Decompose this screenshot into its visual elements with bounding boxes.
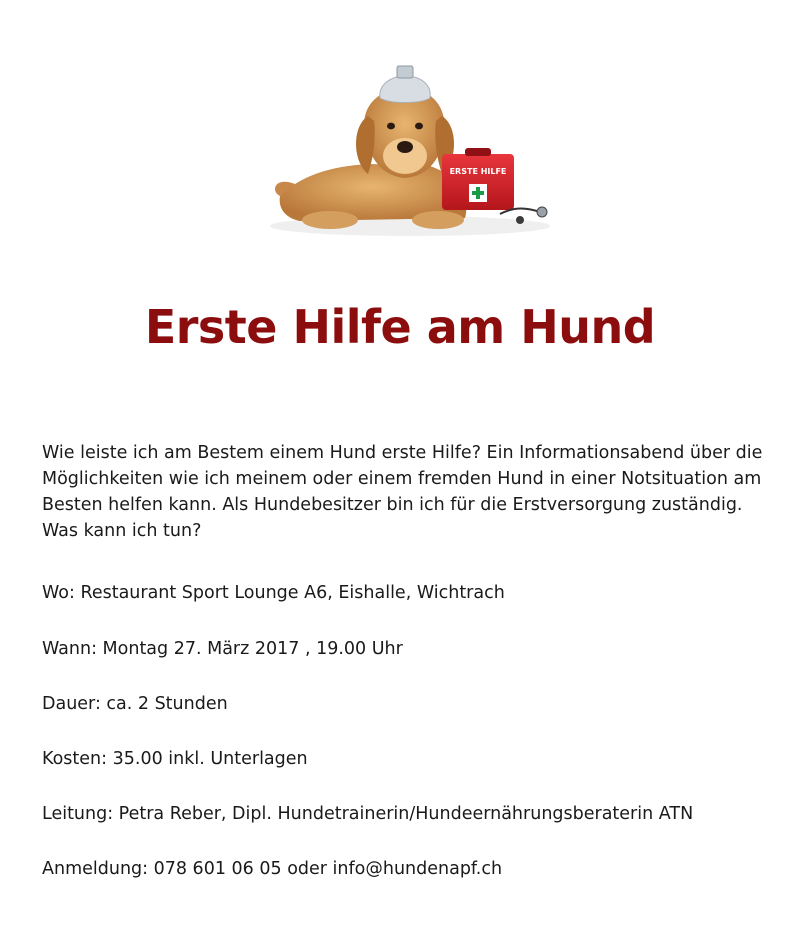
detail-instructor: Leitung: Petra Reber, Dipl. Hundetrainerin/Hundeernährungsberaterin ATN [42,804,694,824]
detail-duration: Dauer: ca. 2 Stunden [42,694,228,714]
dog-illustration [260,26,558,236]
detail-cost: Kosten: 35.00 inkl. Unterlagen [42,749,308,769]
detail-location: Wo: Restaurant Sport Lounge A6, Eishalle, Wichtrach [42,583,505,603]
page-title: Erste Hilfe am Hund [144,300,656,354]
detail-registration: Anmeldung: 078 601 06 05 oder info@hundenapf.ch [42,859,503,879]
intro-paragraph: Wie leiste ich am Bestem einem Hund erste Hilfe? Ein Informationsabend über die Möglichkeiten wie ich meinem oder einem fremden Hund in einer Notsituation am Besten helfen kann. Als Hundebesitzer bin ich für die Erstversorgung zuständig. Was kann ich tun? [42,443,763,541]
kit-label: ERSTE HILFE [449,167,507,176]
hero-image-dog-first-aid [260,26,558,236]
detail-date-time: Wann: Montag 27. März 2017 , 19.00 Uhr [42,639,403,659]
